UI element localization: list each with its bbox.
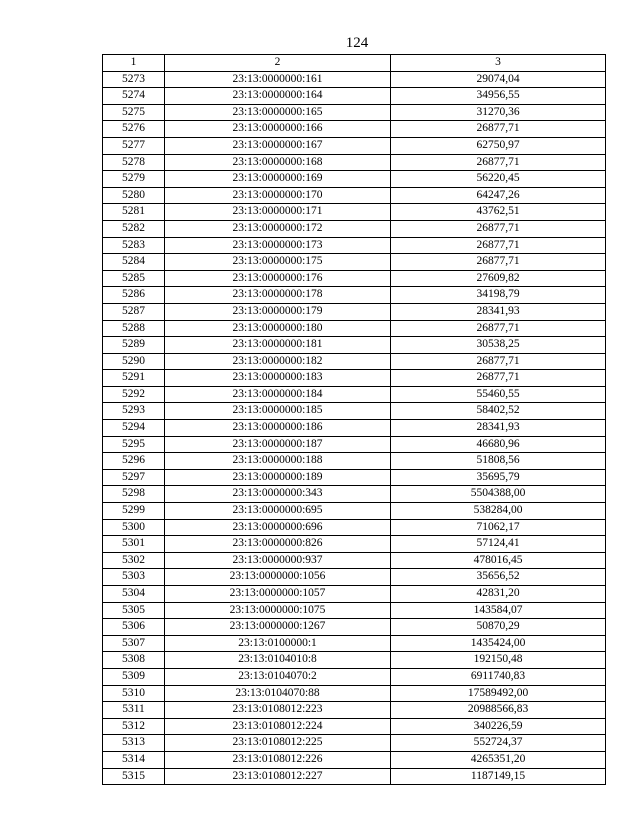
table-row [103, 536, 606, 553]
value-cell: 26877,71 [391, 320, 606, 337]
cadastral-number-cell: 23:13:0000000:1075 [165, 602, 391, 619]
row-number-cell: 5287 [103, 303, 165, 320]
row-number-cell: 5274 [103, 88, 165, 105]
row-number-cell: 5305 [103, 602, 165, 619]
value-cell: 26877,71 [391, 121, 606, 138]
value-cell: 71062,17 [391, 519, 606, 536]
table-row [103, 602, 606, 619]
row-number-cell: 5315 [103, 768, 165, 785]
value-cell: 17589492,00 [391, 685, 606, 702]
cadastral-number-cell: 23:13:0104070:2 [165, 668, 391, 685]
table-row [103, 668, 606, 685]
table-row [103, 254, 606, 271]
row-number-cell: 5298 [103, 486, 165, 503]
table-row [103, 121, 606, 138]
row-number-cell: 5294 [103, 420, 165, 437]
row-number-cell: 5314 [103, 751, 165, 768]
row-number-cell: 5310 [103, 685, 165, 702]
table-row [103, 569, 606, 586]
value-cell: 143584,07 [391, 602, 606, 619]
cadastral-number-cell: 23:13:0100000:1 [165, 635, 391, 652]
value-cell: 64247,26 [391, 187, 606, 204]
row-number-cell: 5284 [103, 254, 165, 271]
table-row [103, 469, 606, 486]
table-row [103, 353, 606, 370]
row-number-cell: 5306 [103, 619, 165, 636]
cadastral-number-cell: 23:13:0000000:1057 [165, 586, 391, 603]
column-header-3: 3 [391, 55, 606, 72]
row-number-cell: 5276 [103, 121, 165, 138]
cadastral-number-cell: 23:13:0108012:226 [165, 751, 391, 768]
table-row [103, 586, 606, 603]
value-cell: 4265351,20 [391, 751, 606, 768]
table-row [103, 237, 606, 254]
row-number-cell: 5304 [103, 586, 165, 603]
row-number-cell: 5278 [103, 154, 165, 171]
table-row [103, 635, 606, 652]
table-row [103, 718, 606, 735]
cadastral-number-cell: 23:13:0000000:161 [165, 71, 391, 88]
value-cell: 34956,55 [391, 88, 606, 105]
table-body [103, 71, 606, 785]
row-number-cell: 5277 [103, 137, 165, 154]
value-cell: 51808,56 [391, 453, 606, 470]
cadastral-number-cell: 23:13:0000000:183 [165, 370, 391, 387]
value-cell: 28341,93 [391, 303, 606, 320]
row-number-cell: 5308 [103, 652, 165, 669]
cadastral-number-cell: 23:13:0000000:182 [165, 353, 391, 370]
row-number-cell: 5283 [103, 237, 165, 254]
value-cell: 478016,45 [391, 552, 606, 569]
value-cell: 192150,48 [391, 652, 606, 669]
row-number-cell: 5286 [103, 287, 165, 304]
cadastral-number-cell: 23:13:0000000:188 [165, 453, 391, 470]
cadastral-number-cell: 23:13:0000000:170 [165, 187, 391, 204]
cadastral-number-cell: 23:13:0000000:169 [165, 171, 391, 188]
cadastral-number-cell: 23:13:0000000:176 [165, 270, 391, 287]
table-row [103, 270, 606, 287]
row-number-cell: 5296 [103, 453, 165, 470]
value-cell: 538284,00 [391, 503, 606, 520]
cadastral-number-cell: 23:13:0000000:186 [165, 420, 391, 437]
table-row [103, 503, 606, 520]
table-row [103, 71, 606, 88]
cadastral-number-cell: 23:13:0000000:168 [165, 154, 391, 171]
value-cell: 5504388,00 [391, 486, 606, 503]
table-row [103, 403, 606, 420]
value-cell: 20988566,83 [391, 702, 606, 719]
table-row [103, 303, 606, 320]
row-number-cell: 5273 [103, 71, 165, 88]
row-number-cell: 5293 [103, 403, 165, 420]
row-number-cell: 5292 [103, 386, 165, 403]
column-header-1: 1 [103, 55, 165, 72]
table-row [103, 420, 606, 437]
table-row [103, 204, 606, 221]
row-number-cell: 5285 [103, 270, 165, 287]
table-row [103, 137, 606, 154]
cadastral-number-cell: 23:13:0108012:225 [165, 735, 391, 752]
table-row [103, 486, 606, 503]
row-number-cell: 5279 [103, 171, 165, 188]
value-cell: 26877,71 [391, 154, 606, 171]
row-number-cell: 5312 [103, 718, 165, 735]
value-cell: 55460,55 [391, 386, 606, 403]
table-row [103, 436, 606, 453]
row-number-cell: 5302 [103, 552, 165, 569]
table-row [103, 88, 606, 105]
row-number-cell: 5307 [103, 635, 165, 652]
cadastral-number-cell: 23:13:0000000:1056 [165, 569, 391, 586]
value-cell: 57124,41 [391, 536, 606, 553]
row-number-cell: 5282 [103, 220, 165, 237]
table-row [103, 768, 606, 785]
value-cell: 56220,45 [391, 171, 606, 188]
value-cell: 43762,51 [391, 204, 606, 221]
value-cell: 27609,82 [391, 270, 606, 287]
cadastral-number-cell: 23:13:0000000:184 [165, 386, 391, 403]
value-cell: 26877,71 [391, 220, 606, 237]
value-cell: 26877,71 [391, 254, 606, 271]
table-row [103, 519, 606, 536]
cadastral-number-cell: 23:13:0108012:224 [165, 718, 391, 735]
table-row [103, 652, 606, 669]
table-row [103, 104, 606, 121]
row-number-cell: 5291 [103, 370, 165, 387]
cadastral-number-cell: 23:13:0000000:164 [165, 88, 391, 105]
table-row [103, 370, 606, 387]
value-cell: 340226,59 [391, 718, 606, 735]
value-cell: 35656,52 [391, 569, 606, 586]
cadastral-number-cell: 23:13:0108012:227 [165, 768, 391, 785]
table-row [103, 453, 606, 470]
row-number-cell: 5295 [103, 436, 165, 453]
table-row [103, 735, 606, 752]
cadastral-number-cell: 23:13:0000000:178 [165, 287, 391, 304]
table-row [103, 552, 606, 569]
row-number-cell: 5303 [103, 569, 165, 586]
table-row [103, 751, 606, 768]
table-row [103, 154, 606, 171]
value-cell: 42831,20 [391, 586, 606, 603]
table-row [103, 187, 606, 204]
cadastral-number-cell: 23:13:0000000:173 [165, 237, 391, 254]
value-cell: 6911740,83 [391, 668, 606, 685]
row-number-cell: 5290 [103, 353, 165, 370]
value-cell: 1187149,15 [391, 768, 606, 785]
row-number-cell: 5289 [103, 337, 165, 354]
value-cell: 30538,25 [391, 337, 606, 354]
value-cell: 26877,71 [391, 237, 606, 254]
row-number-cell: 5309 [103, 668, 165, 685]
row-number-cell: 5275 [103, 104, 165, 121]
table-row [103, 685, 606, 702]
row-number-cell: 5313 [103, 735, 165, 752]
table-row [103, 171, 606, 188]
cadastral-number-cell: 23:13:0000000:826 [165, 536, 391, 553]
cadastral-number-cell: 23:13:0000000:696 [165, 519, 391, 536]
row-number-cell: 5299 [103, 503, 165, 520]
value-cell: 26877,71 [391, 370, 606, 387]
cadastral-number-cell: 23:13:0108012:223 [165, 702, 391, 719]
cadastral-number-cell: 23:13:0000000:167 [165, 137, 391, 154]
value-cell: 35695,79 [391, 469, 606, 486]
row-number-cell: 5288 [103, 320, 165, 337]
cadastral-number-cell: 23:13:0000000:172 [165, 220, 391, 237]
row-number-cell: 5300 [103, 519, 165, 536]
cadastral-number-cell: 23:13:0000000:189 [165, 469, 391, 486]
row-number-cell: 5301 [103, 536, 165, 553]
value-cell: 31270,36 [391, 104, 606, 121]
cadastral-number-cell: 23:13:0104010:8 [165, 652, 391, 669]
row-number-cell: 5280 [103, 187, 165, 204]
cadastral-number-cell: 23:13:0000000:1267 [165, 619, 391, 636]
page-number: 124 [345, 35, 369, 51]
cadastral-number-cell: 23:13:0000000:343 [165, 486, 391, 503]
value-cell: 50870,29 [391, 619, 606, 636]
cadastral-number-cell: 23:13:0000000:180 [165, 320, 391, 337]
cadastral-number-cell: 23:13:0000000:937 [165, 552, 391, 569]
cadastral-number-cell: 23:13:0000000:175 [165, 254, 391, 271]
value-cell: 34198,79 [391, 287, 606, 304]
table-header-row [103, 55, 606, 72]
cadastral-number-cell: 23:13:0000000:187 [165, 436, 391, 453]
table-row [103, 220, 606, 237]
value-cell: 552724,37 [391, 735, 606, 752]
data-table [102, 54, 606, 785]
value-cell: 46680,96 [391, 436, 606, 453]
table-row [103, 619, 606, 636]
value-cell: 28341,93 [391, 420, 606, 437]
table-row [103, 386, 606, 403]
value-cell: 58402,52 [391, 403, 606, 420]
value-cell: 1435424,00 [391, 635, 606, 652]
cadastral-number-cell: 23:13:0000000:165 [165, 104, 391, 121]
value-cell: 62750,97 [391, 137, 606, 154]
cadastral-number-cell: 23:13:0000000:185 [165, 403, 391, 420]
row-number-cell: 5281 [103, 204, 165, 221]
cadastral-number-cell: 23:13:0104070:88 [165, 685, 391, 702]
cadastral-number-cell: 23:13:0000000:695 [165, 503, 391, 520]
table-row [103, 702, 606, 719]
row-number-cell: 5297 [103, 469, 165, 486]
table-row [103, 287, 606, 304]
cadastral-number-cell: 23:13:0000000:171 [165, 204, 391, 221]
value-cell: 29074,04 [391, 71, 606, 88]
table-row [103, 320, 606, 337]
cadastral-number-cell: 23:13:0000000:179 [165, 303, 391, 320]
value-cell: 26877,71 [391, 353, 606, 370]
cadastral-number-cell: 23:13:0000000:181 [165, 337, 391, 354]
cadastral-number-cell: 23:13:0000000:166 [165, 121, 391, 138]
table-row [103, 337, 606, 354]
column-header-2: 2 [165, 55, 391, 72]
row-number-cell: 5311 [103, 702, 165, 719]
